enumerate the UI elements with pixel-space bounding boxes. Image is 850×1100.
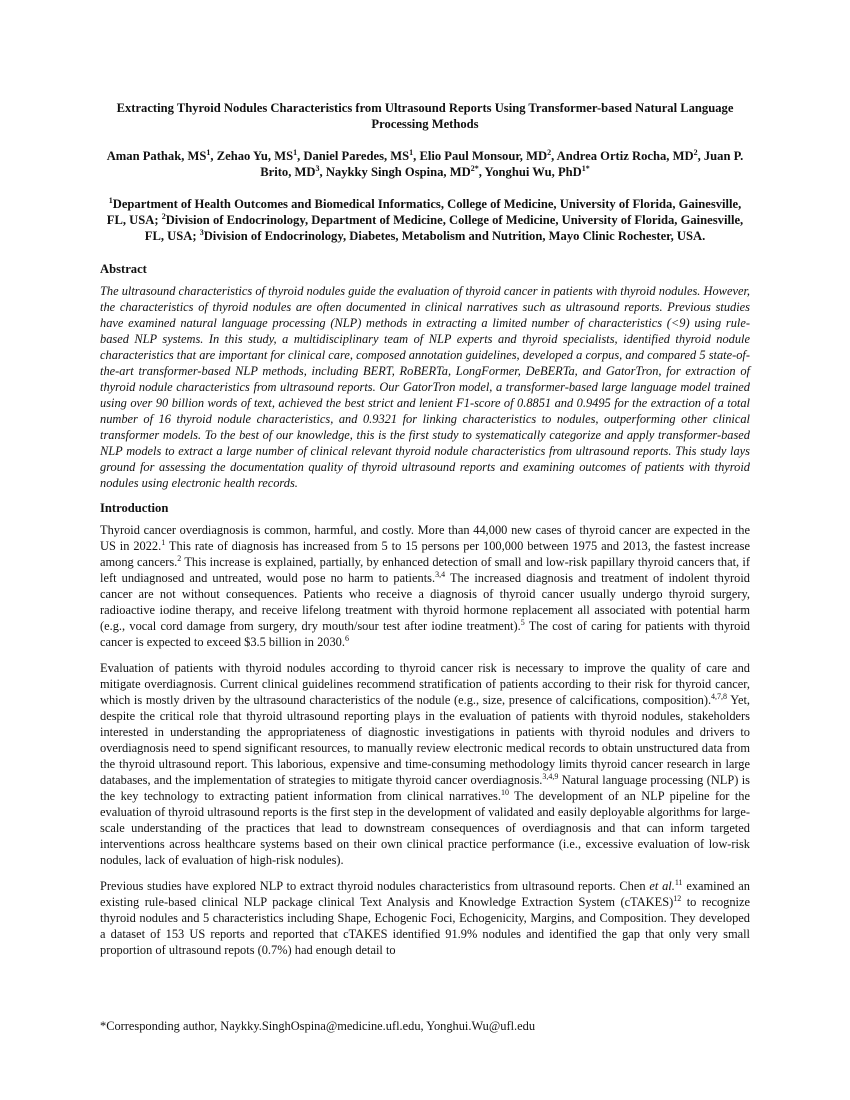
paragraph-text: Thyroid cancer overdiagnosis is common, harmful, and costly. More than 44,000 new cases of thyroid cancer are expected in the US in 2022. [100, 523, 750, 553]
citation-mark: 3,4 [435, 569, 446, 579]
affiliation-text: Division of Endocrinology, Diabetes, Metabolism and Nutrition, Mayo Clinic Rochester, USA. [203, 229, 706, 243]
author-name: Elio Paul Monsour, MD [419, 149, 548, 163]
citation-mark: 10 [500, 787, 509, 797]
author-name: Naykky Singh Ospina, MD [325, 165, 471, 179]
paragraph-text: Natural language processing (NLP) is the key technology to extracting patient information from clinical narratives. [100, 773, 750, 803]
paragraph-text: to recognize thyroid nodules and 5 characteristics including Shape, Echogenic Foci, Echogenicity, Margins, and Composition. They developed a dataset of 153 US reports and reported that cTAKES identified 91.9% nodules and identified the gap that only very small proportion of ultrasound repots (0.7%) had enough detail to [100, 895, 750, 957]
introduction-heading: Introduction [100, 501, 169, 515]
abstract-heading: Abstract [100, 262, 147, 276]
author-name: Aman Pathak, MS [106, 149, 207, 163]
paragraph-text: Previous studies have explored NLP to extract thyroid nodules characteristics from ultrasound reports. Chen [100, 879, 650, 893]
author-affiliation-mark: 2 [693, 147, 698, 157]
author-name: Juan P. Brito, MD [260, 149, 744, 179]
citation-mark: 11 [674, 877, 683, 887]
affiliation-mark: 2 [161, 211, 166, 221]
author-affiliation-mark: 1 [206, 147, 211, 157]
paragraph-text: examined an existing rule-based clinical NLP package clinical Text Analysis and Knowledge Extraction System (cTAKES) [100, 879, 751, 909]
author-affiliation-mark: 3 [315, 163, 320, 173]
citation-mark: 2 [177, 553, 182, 563]
author-name: Andrea Ortiz Rocha, MD [556, 149, 694, 163]
paragraph-text: The cost of caring for patients with thyroid cancer is expected to exceed $3.5 billion in 2030. [100, 619, 750, 649]
affiliation-mark: 1 [108, 195, 113, 205]
affiliation-list [100, 196, 750, 244]
citation-mark: 12 [673, 893, 682, 903]
citation-mark: 3,4,9 [542, 771, 559, 781]
author-affiliation-mark: 1* [581, 163, 590, 173]
author-affiliation-mark: 1 [293, 147, 298, 157]
affiliation-mark: 3 [199, 227, 204, 237]
paragraph-text: This rate of diagnosis has increased from 5 to 15 persons per 100,000 between 1975 and 2013, the fastest increase among cancers. [100, 539, 750, 569]
author-name: Daniel Paredes, MS [303, 149, 410, 163]
italic-text: et al. [649, 879, 675, 893]
author-affiliation-mark: 1 [409, 147, 414, 157]
author-affiliation-mark: 2* [470, 163, 479, 173]
body-paragraph [100, 522, 750, 650]
citation-mark: 5 [520, 617, 525, 627]
body-paragraph [100, 878, 750, 958]
paper-title: Extracting Thyroid Nodules Characteristics from Ultrasound Reports Using Transformer-based Natural Language Processing Methods [116, 101, 734, 131]
corresponding-author-footnote: *Corresponding author, Naykky.SinghOspina@medicine.ufl.edu, Yonghui.Wu@ufl.edu [100, 1019, 536, 1033]
author-name: Yonghui Wu, PhD [484, 165, 582, 179]
author-name: Zehao Yu, MS [216, 149, 294, 163]
paragraph-text: The development of an NLP pipeline for the evaluation of thyroid ultrasound reports is the first step in the development of validated and easily deployable algorithms for large-scale understanding of the practices that lead to downstream consequences of overdiagnosis and that can inform targeted interventions across healthcare systems based on their own clinical practice performance (i.e., excessive evaluation of low-risk nodules, lack of evaluation of high-risk nodules). [100, 789, 750, 867]
paragraph-text: The increased diagnosis and treatment of indolent thyroid cancer are not without consequences. Patients who receive a diagnosis of thyroid cancer usually undergo thyroid surgery, radioactive iodine therapy, and receive lifelong treatment with thyroid hormone replacement all associated with potential harm (e.g., vocal cord damage from surgery, dry mouth/sour test after iodine treatment). [100, 571, 750, 633]
citation-mark: 1 [161, 537, 166, 547]
citation-mark: 6 [344, 633, 349, 643]
affiliation-text: Division of Endocrinology, Department of Medicine, College of Medicine, University of Florida, Gainesville, FL, USA; [144, 213, 744, 243]
author-list: Aman Pathak, $MS^1$, Zehao Yu, $MS^1$, Daniel Paredes, $MS^1$, Elio Paul Monsour, $MD^2$, Andrea Ortiz Rocha, $MD^2$, Juan P. Brito, $MD^3$, Naykky Singh Ospina, $MD^{2*}$, Yonghui Wu, PhD$^{1*}$ [106, 147, 744, 179]
introduction-body [100, 522, 750, 958]
paragraph-text: Yet, despite the critical role that thyroid ultrasound reporting plays in the evaluation of patients with thyroid nodules, stakeholders interested in understanding the appropriateness of diagnostic investigations in patients with thyroid nodules and drivers to overdiagnosis need to spend significant resources, to manually review electronic medical records to obtain unstructured data from the thyroid ultrasound report. This laborious, expensive and time-consuming methodology limits thyroid cancer research in large databases, and the implementation of strategies to mitigate thyroid cancer overdiagnosis. [100, 693, 750, 787]
affiliation-text: Department of Health Outcomes and Biomedical Informatics, College of Medicine, University of Florida, Gainesville, FL, USA; [106, 197, 742, 227]
author-affiliation-mark: 2 [547, 147, 552, 157]
paper-page [100, 100, 750, 968]
abstract-text: The ultrasound characteristics of thyroid nodules guide the evaluation of thyroid cancer in patients with thyroid nodules. However, the characteristics of thyroid nodules are often documented in clinical narratives such as ultrasound reports. Previous studies have examined natural language processing (NLP) methods in extracting a limited number of characteristics (<9) using rule-based NLP systems. In this study, a multidisciplinary team of NLP experts and thyroid specialists, identified thyroid nodule characteristics that are important for clinical care, composed annotation guidelines, developed a corpus, and compared 5 state-of-the-art transformer-based NLP methods, including BERT, RoBERTa, LongFormer, DeBERTa, and GatorTron, for extraction of thyroid nodule characteristics from ultrasound reports. Our GatorTron model, a transformer-based large language model trained using over 90 billion words of text, achieved the best strict and lenient F1-score of 0.8851 and 0.9495 for the extraction of a total number of 16 thyroid nodule characteristics, and 0.9321 for linking characteristics to nodules, outperforming other clinical transformer models. To the best of our knowledge, this is the first study to systematically categorize and apply transformer-based NLP models to extract a large number of clinical relevant thyroid nodule characteristics from ultrasound reports. This study lays ground for assessing the documentation quality of thyroid ultrasound reports and examining outcomes of patients with thyroid nodules using electronic health records. [100, 284, 750, 490]
paragraph-text: Evaluation of patients with thyroid nodules according to thyroid cancer risk is necessary to improve the quality of care and mitigate overdiagnosis. Current clinical guidelines recommend stratification of patients according to their risk for thyroid cancer, which is mostly driven by the ultrasound characteristics of the nodule (e.g., size, presence of calcifications, composition). [100, 661, 750, 707]
paragraph-text: This increase is explained, partially, by enhanced detection of small and low-risk papillary thyroid cancers that, if left undiagnosed and untreated, would pose no harm to patients. [100, 555, 750, 585]
citation-mark: 4,7,8 [711, 691, 728, 701]
body-paragraph [100, 660, 750, 868]
